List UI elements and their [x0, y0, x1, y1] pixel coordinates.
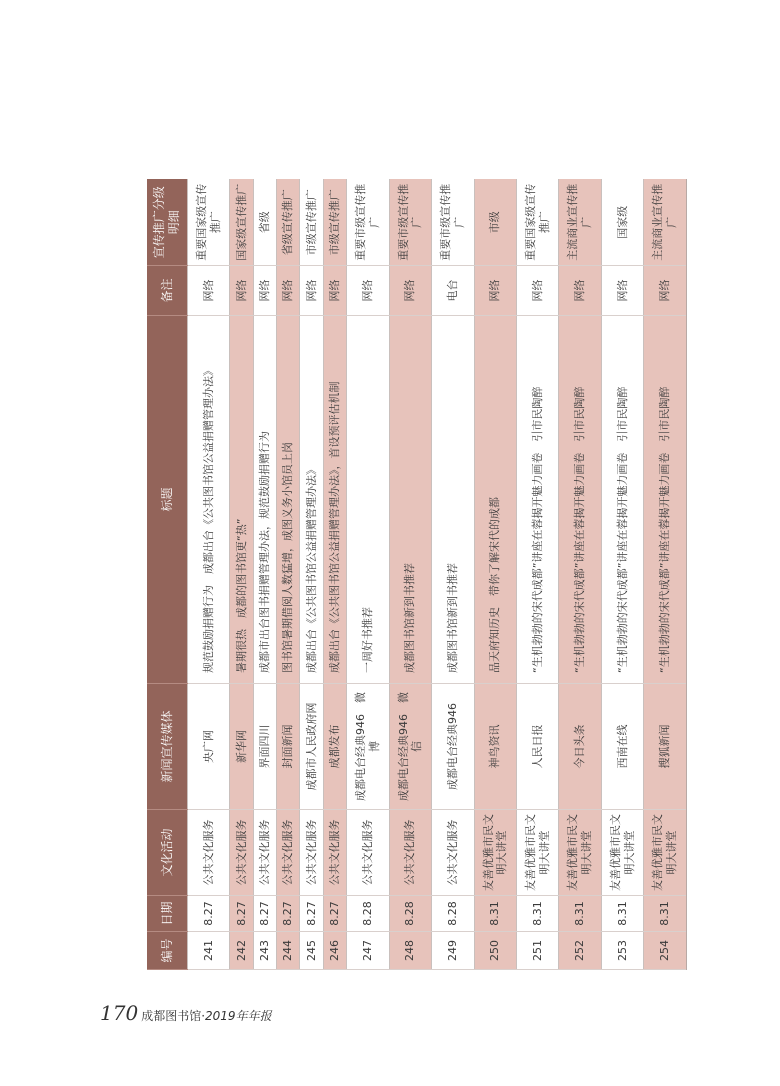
- cell-title: 成都图书馆新到书推荐: [432, 316, 474, 684]
- cell-id: 249: [432, 932, 474, 970]
- table-row: [474, 180, 516, 970]
- cell-activity: 公共文化服务: [277, 810, 300, 896]
- cell-level: 重要市级宣传推广: [347, 180, 389, 266]
- cell-level: 国家级宣传推广: [230, 180, 253, 266]
- table-row: [188, 180, 230, 970]
- cell-id: 252: [559, 932, 601, 970]
- cell-level: 重要国家级宣传推广: [188, 180, 230, 266]
- cell-date: 8.27: [277, 896, 300, 932]
- cell-media: 成都发布: [323, 684, 346, 810]
- cell-date: 8.27: [253, 896, 276, 932]
- cell-date: 8.27: [323, 896, 346, 932]
- cell-activity: 公共文化服务: [300, 810, 323, 896]
- report-label: 年年报: [235, 1009, 272, 1023]
- cell-activity: 友善优雅市民文明大讲堂: [601, 810, 643, 896]
- table-row: [432, 180, 474, 970]
- header-activity: 文化活动: [147, 810, 188, 896]
- cell-title: 成都出台《公共图书馆公益捐赠管理办法》，首设预评估机制: [323, 316, 346, 684]
- cell-note: 网络: [230, 266, 253, 316]
- cell-id: 254: [644, 932, 687, 970]
- publicity-table: [147, 180, 687, 971]
- page-number: 170: [100, 1001, 139, 1025]
- cell-media: 成都电台经典946 微博: [347, 684, 389, 810]
- cell-activity: 友善优雅市民文明大讲堂: [474, 810, 516, 896]
- cell-activity: 公共文化服务: [432, 810, 474, 896]
- cell-activity: 友善优雅市民文明大讲堂: [644, 810, 687, 896]
- cell-title: 一周好书推荐: [347, 316, 389, 684]
- cell-level: 重要国家级宣传推广: [516, 180, 558, 266]
- cell-activity: 友善优雅市民文明大讲堂: [516, 810, 558, 896]
- cell-id: 241: [188, 932, 230, 970]
- cell-activity: 公共文化服务: [323, 810, 346, 896]
- table-row: [516, 180, 558, 970]
- cell-level: 省级: [253, 180, 276, 266]
- table-row: [347, 180, 389, 970]
- cell-level: 市级宣传推广: [300, 180, 323, 266]
- cell-note: 网络: [516, 266, 558, 316]
- table-body: [188, 180, 687, 970]
- cell-title: 品天府知历史 带你了解宋代的成都: [474, 316, 516, 684]
- footer-separator: ·: [201, 1009, 206, 1023]
- header-date: 日期: [147, 896, 188, 932]
- cell-note: 网络: [347, 266, 389, 316]
- cell-activity: 公共文化服务: [188, 810, 230, 896]
- header-note: 备注: [147, 266, 188, 316]
- cell-note: 电台: [432, 266, 474, 316]
- table-row: [644, 180, 687, 970]
- cell-level: 市级: [474, 180, 516, 266]
- header-id: 编号: [147, 932, 188, 970]
- cell-date: 8.27: [188, 896, 230, 932]
- header-level: 宣传推广分级明细: [147, 180, 188, 266]
- cell-media: 界面四川: [253, 684, 276, 810]
- rotated-table-container: [147, 180, 687, 970]
- cell-activity: 友善优雅市民文明大讲堂: [559, 810, 601, 896]
- cell-level: 省级宣传推广: [277, 180, 300, 266]
- cell-title: “生机勃勃的宋代成都”讲座在蓉揭开魅力画卷 引市民陶醉: [559, 316, 601, 684]
- cell-id: 250: [474, 932, 516, 970]
- cell-level: 主流商业宣传推广: [559, 180, 601, 266]
- table-row: [277, 180, 300, 970]
- cell-activity: 公共文化服务: [253, 810, 276, 896]
- cell-id: 247: [347, 932, 389, 970]
- cell-date: 8.31: [559, 896, 601, 932]
- cell-media: 西南在线: [601, 684, 643, 810]
- cell-date: 8.31: [601, 896, 643, 932]
- cell-media: 人民日报: [516, 684, 558, 810]
- cell-media: 神鸟资讯: [474, 684, 516, 810]
- cell-level: 重要市级宣传推广: [389, 180, 431, 266]
- header-row: [147, 180, 188, 970]
- cell-media: 新华网: [230, 684, 253, 810]
- cell-date: 8.28: [432, 896, 474, 932]
- cell-title: 成都市出台图书捐赠管理办法，规范鼓励捐赠行为: [253, 316, 276, 684]
- cell-title: 成都图书馆新到书推荐: [389, 316, 431, 684]
- cell-title: “生机勃勃的宋代成都”讲座在蓉揭开魅力画卷 引市民陶醉: [601, 316, 643, 684]
- cell-media: 成都市人民政府网: [300, 684, 323, 810]
- cell-note: 网络: [559, 266, 601, 316]
- header-title: 标题: [147, 316, 188, 684]
- cell-note: 网络: [389, 266, 431, 316]
- cell-id: 246: [323, 932, 346, 970]
- cell-note: 网络: [188, 266, 230, 316]
- cell-media: 今日头条: [559, 684, 601, 810]
- cell-note: 网络: [474, 266, 516, 316]
- cell-note: 网络: [323, 266, 346, 316]
- cell-title: 图书馆暑期借阅人数猛增，成图义务小馆员上岗: [277, 316, 300, 684]
- cell-date: 8.28: [347, 896, 389, 932]
- cell-media: 封面新闻: [277, 684, 300, 810]
- cell-activity: 公共文化服务: [347, 810, 389, 896]
- cell-level: 主流商业宣传推广: [644, 180, 687, 266]
- cell-note: 网络: [300, 266, 323, 316]
- table-row: [230, 180, 253, 970]
- cell-media: 央广网: [188, 684, 230, 810]
- cell-note: 网络: [277, 266, 300, 316]
- table-row: [559, 180, 601, 970]
- cell-date: 8.28: [389, 896, 431, 932]
- cell-title: 规范鼓励捐赠行为 成都出台《公共图书馆公益捐赠管理办法》: [188, 316, 230, 684]
- header-media: 新闻宣传媒体: [147, 684, 188, 810]
- cell-date: 8.27: [230, 896, 253, 932]
- table-row: [300, 180, 323, 970]
- cell-media: 成都电台经典946: [432, 684, 474, 810]
- cell-date: 8.31: [644, 896, 687, 932]
- cell-id: 253: [601, 932, 643, 970]
- cell-id: 244: [277, 932, 300, 970]
- cell-level: 重要市级宣传推广: [432, 180, 474, 266]
- cell-id: 243: [253, 932, 276, 970]
- cell-media: 成都电台经典946 微信: [389, 684, 431, 810]
- cell-activity: 公共文化服务: [230, 810, 253, 896]
- cell-id: 242: [230, 932, 253, 970]
- cell-media: 搜狐新闻: [644, 684, 687, 810]
- cell-title: “生机勃勃的宋代成都”讲座在蓉揭开魅力画卷 引市民陶醉: [516, 316, 558, 684]
- table-row: [601, 180, 643, 970]
- cell-level: 国家级: [601, 180, 643, 266]
- cell-date: 8.31: [516, 896, 558, 932]
- table-row: [253, 180, 276, 970]
- library-name: 成都图书馆: [141, 1009, 202, 1023]
- cell-id: 251: [516, 932, 558, 970]
- table-row: [389, 180, 431, 970]
- table-row: [323, 180, 346, 970]
- cell-date: 8.27: [300, 896, 323, 932]
- cell-title: 暑期很热 成都的图书馆更“热”: [230, 316, 253, 684]
- cell-id: 248: [389, 932, 431, 970]
- cell-title: 成都出台《公共图书馆公益捐赠管理办法》: [300, 316, 323, 684]
- cell-title: “生机勃勃的宋代成都”讲座在蓉揭开魅力画卷 引市民陶醉: [644, 316, 687, 684]
- cell-id: 245: [300, 932, 323, 970]
- cell-date: 8.31: [474, 896, 516, 932]
- report-year: 2019: [205, 1009, 236, 1023]
- cell-level: 市级宣传推广: [323, 180, 346, 266]
- cell-activity: 公共文化服务: [389, 810, 431, 896]
- cell-note: 网络: [601, 266, 643, 316]
- page-footer: [100, 1001, 272, 1025]
- cell-note: 网络: [644, 266, 687, 316]
- cell-note: 网络: [253, 266, 276, 316]
